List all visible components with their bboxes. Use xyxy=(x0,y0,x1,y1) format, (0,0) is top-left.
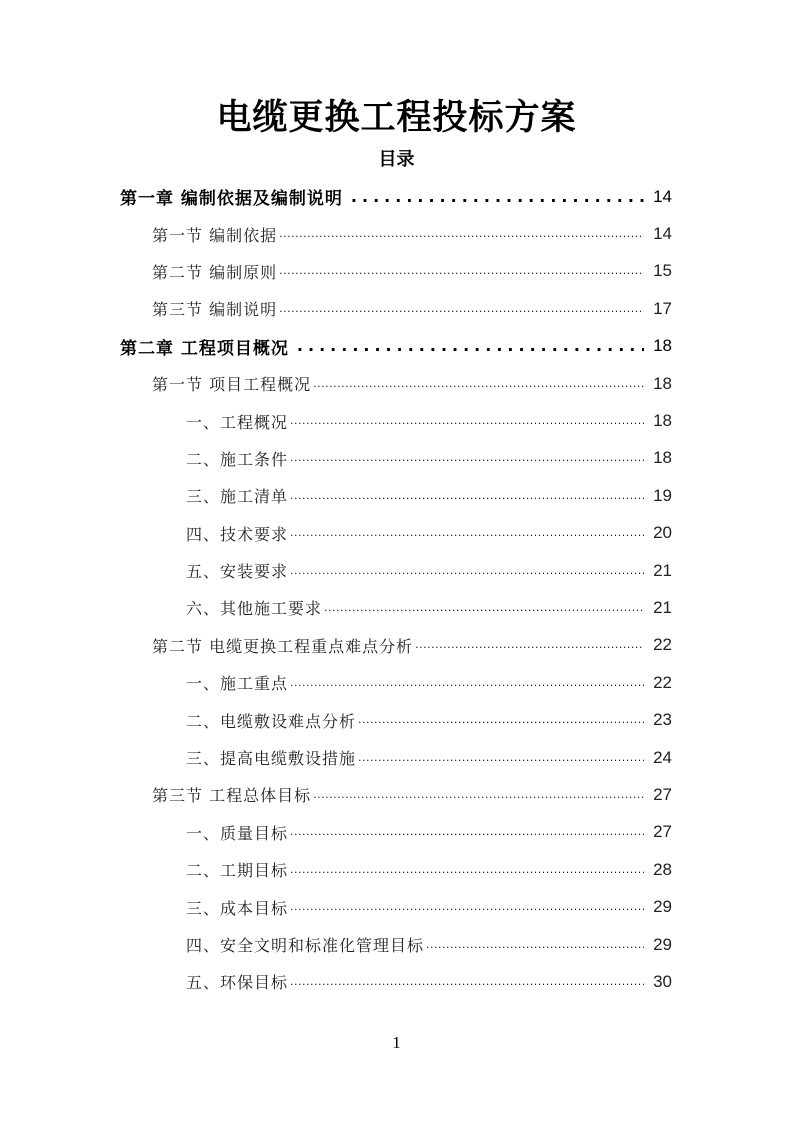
toc-entry-section[interactable] xyxy=(0,627,793,664)
toc-entry-page: 29 xyxy=(653,934,672,954)
toc-entry-item[interactable] xyxy=(0,589,793,626)
toc-entry-label: 四、安全文明和标准化管理目标 xyxy=(186,936,425,955)
leader-dots xyxy=(290,897,644,917)
toc-entry-page: 18 xyxy=(653,373,672,393)
toc-entry-item[interactable] xyxy=(0,701,793,738)
toc-entry-label: 第二节 编制原则 xyxy=(152,262,278,282)
toc-entry-label: 第一章 编制依据及编制说明 xyxy=(120,189,343,210)
toc-entry-item[interactable] xyxy=(0,888,793,925)
toc-entry-label: 五、环保目标 xyxy=(186,973,289,993)
toc-entry-item[interactable] xyxy=(0,440,793,477)
leader-dots xyxy=(358,710,644,730)
toc-entry-item[interactable] xyxy=(0,851,793,888)
toc-entry-page: 18 xyxy=(653,336,672,356)
toc-entry-chapter[interactable] xyxy=(0,328,793,365)
toc-entry-page: 17 xyxy=(653,298,672,318)
toc-entry-item[interactable] xyxy=(0,402,793,439)
leader-dots xyxy=(290,561,644,581)
toc-entry-label: 一、工程概况 xyxy=(186,412,289,432)
toc-entry-item[interactable] xyxy=(0,552,793,589)
leader-dots xyxy=(290,486,644,506)
toc-entry-label: 二、施工条件 xyxy=(186,449,289,469)
toc-entry-label: 四、技术要求 xyxy=(186,524,289,544)
toc-entry-label: 三、成本目标 xyxy=(186,898,289,918)
leader-dots xyxy=(313,785,644,805)
toc-entry-item[interactable] xyxy=(0,664,793,701)
toc-entry-label: 六、其他施工要求 xyxy=(186,599,323,619)
table-of-contents xyxy=(0,178,793,1001)
leader-dots xyxy=(279,299,644,319)
toc-entry-page: 19 xyxy=(653,485,672,505)
toc-entry-page: 23 xyxy=(653,710,672,730)
toc-entry-page: 22 xyxy=(653,672,672,692)
toc-entry-label: 第三节 工程总体目标 xyxy=(152,786,312,806)
toc-entry-label: 三、施工清单 xyxy=(186,487,289,507)
toc-entry-page: 21 xyxy=(653,597,672,617)
toc-entry-label: 第二节 电缆更换工程重点难点分析 xyxy=(152,636,414,656)
leader-dots xyxy=(351,187,644,207)
leader-dots xyxy=(426,935,644,955)
leader-dots xyxy=(290,860,644,880)
page-number: 1 xyxy=(392,1033,401,1052)
leader-dots xyxy=(313,374,644,394)
toc-entry-label: 二、电缆敷设难点分析 xyxy=(186,711,357,731)
toc-entry-page: 21 xyxy=(653,560,672,580)
document-title: 电缆更换工程投标方案 xyxy=(216,97,577,138)
toc-entry-page: 14 xyxy=(653,224,672,244)
leader-dots xyxy=(290,972,644,992)
toc-entry-label: 五、安装要求 xyxy=(186,562,289,582)
leader-dots xyxy=(279,261,644,281)
toc-entry-page: 18 xyxy=(653,411,672,431)
leader-dots xyxy=(415,635,644,655)
toc-entry-page: 28 xyxy=(653,859,672,879)
toc-entry-page: 29 xyxy=(653,897,672,917)
toc-entry-section[interactable] xyxy=(0,215,793,252)
toc-entry-item[interactable] xyxy=(0,515,793,552)
toc-entry-label: 第一节 编制依据 xyxy=(152,225,278,245)
toc-entry-section[interactable] xyxy=(0,253,793,290)
toc-entry-page: 22 xyxy=(653,635,672,655)
toc-entry-page: 15 xyxy=(653,261,672,281)
toc-entry-section[interactable] xyxy=(0,776,793,813)
toc-entry-item[interactable] xyxy=(0,926,793,963)
leader-dots xyxy=(290,673,644,693)
toc-entry-page: 20 xyxy=(653,523,672,543)
toc-entry-page: 18 xyxy=(653,448,672,468)
toc-entry-item[interactable] xyxy=(0,477,793,514)
toc-entry-page: 30 xyxy=(653,971,672,991)
toc-entry-label: 第三节 编制说明 xyxy=(152,300,278,320)
leader-dots xyxy=(290,822,644,842)
toc-entry-page: 14 xyxy=(653,186,672,206)
leader-dots xyxy=(290,523,644,543)
toc-entry-item[interactable] xyxy=(0,963,793,1000)
toc-entry-label: 一、施工重点 xyxy=(186,674,289,694)
leader-dots xyxy=(324,598,644,618)
leader-dots xyxy=(290,411,644,431)
toc-entry-page: 24 xyxy=(653,747,672,767)
toc-entry-label: 一、质量目标 xyxy=(186,823,289,843)
toc-entry-page: 27 xyxy=(653,822,672,842)
toc-entry-page: 27 xyxy=(653,784,672,804)
toc-entry-item[interactable] xyxy=(0,739,793,776)
leader-dots xyxy=(297,336,644,356)
toc-entry-label: 第一节 项目工程概况 xyxy=(152,375,312,395)
toc-entry-label: 第二章 工程项目概况 xyxy=(120,338,289,359)
toc-entry-item[interactable] xyxy=(0,814,793,851)
toc-entry-chapter[interactable] xyxy=(0,178,793,215)
leader-dots xyxy=(279,224,644,244)
toc-heading: 目录 xyxy=(378,149,415,170)
toc-entry-section[interactable] xyxy=(0,290,793,327)
toc-entry-label: 三、提高电缆敷设措施 xyxy=(186,749,357,769)
toc-entry-section[interactable] xyxy=(0,365,793,402)
leader-dots xyxy=(290,448,644,468)
leader-dots xyxy=(358,748,644,768)
toc-entry-label: 二、工期目标 xyxy=(186,861,289,881)
